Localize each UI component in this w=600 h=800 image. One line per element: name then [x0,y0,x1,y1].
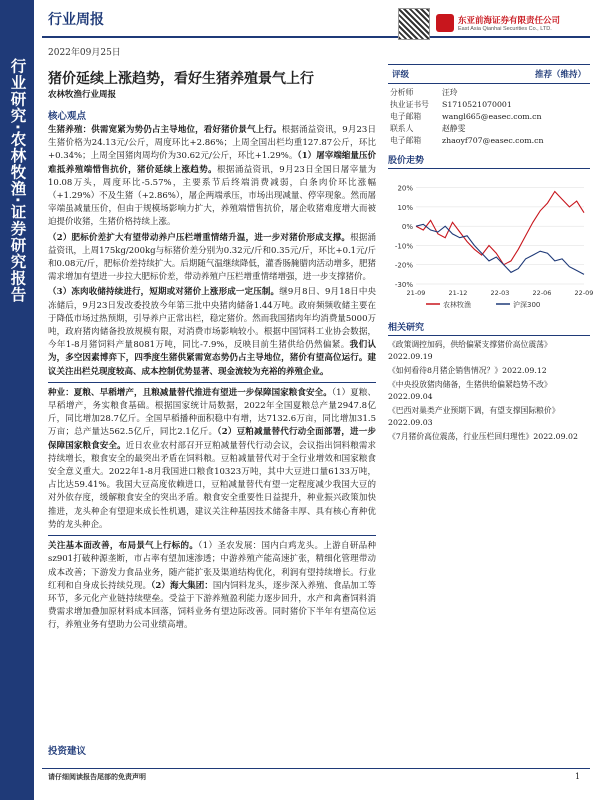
footer-disclaimer: 请仔细阅读报告尾部的免责声明 [48,772,146,781]
invest-heading: 投资建议 [48,746,87,757]
y-tick-label: -30% [394,281,413,289]
p4-text: （1）夏粮、早稻增产，务实粮食基础。根据国家统计局数据，2022年全国夏粮总产量2947.8亿斤，同比增加28.7亿斤。全国早稻播种面积稳中有增，达7132.6万亩，同比增加31.5万亩；总产量达562.5亿斤，同比2.1亿斤。 [48,387,376,438]
x-tick-label: 22-06 [532,289,552,297]
row-key: 联系人 [390,124,414,133]
x-tick-label: 22-03 [490,289,510,297]
related-item[interactable]: 《巴西对巢类产业预期下调，有望支撑国际粮价》2022.09.03 [388,406,560,427]
chart-heading: 股价走势 [388,153,590,169]
p5-lead2: （2）海大集团： [151,580,213,591]
row-key: 分析师 [390,88,414,97]
stock-chart-svg [388,172,594,312]
p3-lead2: 我们认为，多空因素博弈下，四季度生猪供紧需宽态势仍占主导地位，猪价有望高位运行。建议关注出栏兑现度较高、成本控制优势显著、现金流较为充裕的养殖企业。 [48,340,376,377]
email-link[interactable]: zhaoyf707@easec.com.cn [442,136,544,145]
y-tick-label: -20% [394,261,413,270]
header-divider [42,36,590,38]
stock-chart [388,172,594,314]
related-item[interactable]: 《如何看待8月猪企销售情况？》2022.09.12 [388,366,547,375]
y-tick-label: 0% [401,223,413,232]
y-tick-label: 20% [397,184,413,193]
rating-value: 推荐（维持） [534,70,586,80]
divider [48,535,376,536]
page-number: 1 [575,772,581,781]
report-type: 行业周报 [48,12,104,28]
paragraph-4 [48,387,376,532]
row-key: 执业证书号 [390,100,429,109]
logo-cn: 东亚前海证券有限责任公司 [458,16,561,26]
p4-lead: 种业：夏粮、早稻增产，且粮减量替代推进有望进一步保障国家粮食安全。 [48,387,332,398]
p1-text: 根据涌益资讯，9月23日生猪价格为24.13元/公斤，周度环比+2.86%；上周全国出栏均重127.87公斤，环比+0.34%；上周全国猪肉周均价为30.62元/公斤，环比+1.29%。 [48,125,376,162]
report-subtitle: 农林牧渔行业周报 [48,90,117,100]
report-date: 2022年09月25日 [48,48,121,58]
row-value: 汪玲 [442,88,458,97]
logo-mark-icon [436,14,454,32]
rating-bar [388,64,590,84]
legend-label: 农林牧渔 [443,301,471,309]
row-key: 电子邮箱 [390,136,422,145]
rating-label: 评级 [392,70,410,80]
series-line-1 [416,224,584,274]
x-tick-label: 21-09 [406,289,426,297]
right-panel [388,64,594,445]
company-logo [436,14,560,32]
related-list [388,339,590,443]
related-item[interactable]: 《中央投放猪肉储备，生猪供给偏紧趋势不改》2022.09.04 [388,380,552,401]
row-value: S1710521070001 [442,100,512,109]
report-body [48,124,376,635]
paragraph-2 [48,232,376,285]
legend-label: 沪深300 [513,301,541,309]
analyst-row [388,111,590,123]
qr-code-icon [398,8,430,40]
analyst-table [388,87,590,147]
p2-lead: （2）肥标价差扩大有望带动养户压栏增重情绪升温，进一步对猪价形成支撑。 [48,232,351,243]
paragraph-3 [48,286,376,378]
p5b-text: 国内饲料龙头，逐步深入养殖、食品加工等环节，多元化产业链持续壁垒。受益于下游养殖盈利能力逐步回升，水产和禽畜饲料消费需求增加叠加原材料成本回落，饲料业务有望边际改善。同时猪价下半年有望高位运行，养殖业务有望助力公司业绩高增。 [48,580,376,631]
related-item[interactable]: 《7月猪价高位震荡，行业压栏回归理性》2022.09.02 [388,432,578,441]
footer-divider [42,768,590,769]
analyst-row [388,99,590,111]
p1b-text: 根据涌益资讯，9月23日全国日屠宰量为10.08万头，周度环比-5.57%，主要系节后终端消费减弱，白条肉价环比涨幅（+1.29%）不及生猪（+2.86%），屠企两端承压，市场出现减量、停宰现象。然而屠宰端虽减量压价，但由于规模场影响力扩大，养殖端惜售抗价，屠企收猪难度增大而被迫提价收猪，生猪价格持续上涨。 [48,164,376,228]
x-tick-label: 21-12 [448,289,468,297]
p5-text: （1）圣农发展：国内白鸡龙头。上游自研品种sz901打破种源垄断，市占率有望加速渗透；中游养殖产能高速扩张，精细化管理带动成本改善；下游发力食品业务，随产能扩张及渠道结构优化，利润有望持续增长。行业红利和自身成长持续兑现。 [48,541,376,591]
p4-lead2: （2）豆粕减量替代行动全面部署，进一步保障国家粮食安全。 [48,427,376,451]
paragraph-1 [48,124,376,230]
p2-text: 根据涌益资讯，上周175kg/200kg与标猪价差分别为0.32元/斤和0.35元/斤，环比+0.1元/斤和0.08元/斤，肥标价差持续扩大。后期随气温继续降低，灌香肠腌腊肉活动增多，肥猪需求增加有望进一步拉大肥标价差，带动养殖户压栏增重情绪增强，进一步支撑猪价。 [48,232,376,283]
p3-lead: （3）冻肉收储持续进行，短期或对猪价上涨形成一定压制。 [48,287,280,298]
x-tick-label: 22-09 [574,289,594,297]
p3-text: 继9月8日、9月18日中央冻储后，9月23日发改委投放今年第三批中央猪肉储备1.44万吨。政府频频收储主要在于降低市场过热预期，引导养户正常出栏，稳定猪价。然而我国猪肉年均消费量5000万吨，政府猪肉储备投放规模有限，对消费市场影响较小。根据中国饲料工业协会数据，今年1-8月猪饲料产量8081万吨，同比-7.9%，反映目前生猪供给仍然偏紧。 [48,287,376,351]
logo-en: East Asia Qianhai Securities Co., LTD. [458,26,552,32]
y-tick-label: -10% [394,242,413,251]
related-heading: 相关研究 [388,320,590,336]
analyst-row [388,123,590,135]
related-item[interactable]: 《政策调控加码，供给偏紧支撑猪价高位震荡》2022.09.19 [388,340,552,361]
sidebar-text: 行业研究·农林牧渔·证券研究报告 [8,58,27,303]
email-link[interactable]: wangl665@easec.com.cn [442,112,542,121]
divider [48,382,376,383]
sidebar [0,0,34,800]
p4b-text: 近日农业农村部召开豆粕减量替代行动会议，会议指出饲料粮需求持续增长，粮食安全的最突出矛盾在饲料粮。豆粕减量替代对于全行业增效和国家粮食安全意义重大。2022年1-8月我国进口粮食10323万吨，其中大豆进口量6133万吨，占比达59.41%。我国大豆高度依赖进口，豆粕减量替代有望一定程度减少我国大豆的对外依存度，缓解粮食安全的突出矛盾。粮食安全重要性日益提升，种业振兴政策加快推进，龙头种企有望迎来成长性机遇，建议关注种基因技术储备丰厚、具有核心育种优势的龙头种企。 [48,440,376,530]
p5-lead: 关注基本面改善，布局景气上行标的。 [48,541,199,552]
analyst-row [388,135,590,147]
core-view-heading: 核心观点 [48,111,87,122]
row-key: 电子邮箱 [390,112,422,121]
series-line-0 [416,192,584,265]
analyst-row [388,87,590,99]
p1-lead2: （1）屠宰端缩量压价难抵养殖端惜售抗价，猪价延续上涨趋势。 [48,151,376,175]
y-tick-label: 10% [397,203,413,212]
paragraph-5 [48,540,376,632]
p1-lead: 生猪养殖：供需宽紧为势仍占主导地位，看好猪价景气上行。 [48,125,282,135]
report-title: 猪价延续上涨趋势，看好生猪养殖景气上行 [48,71,314,87]
row-value: 赵静雯 [442,124,466,133]
